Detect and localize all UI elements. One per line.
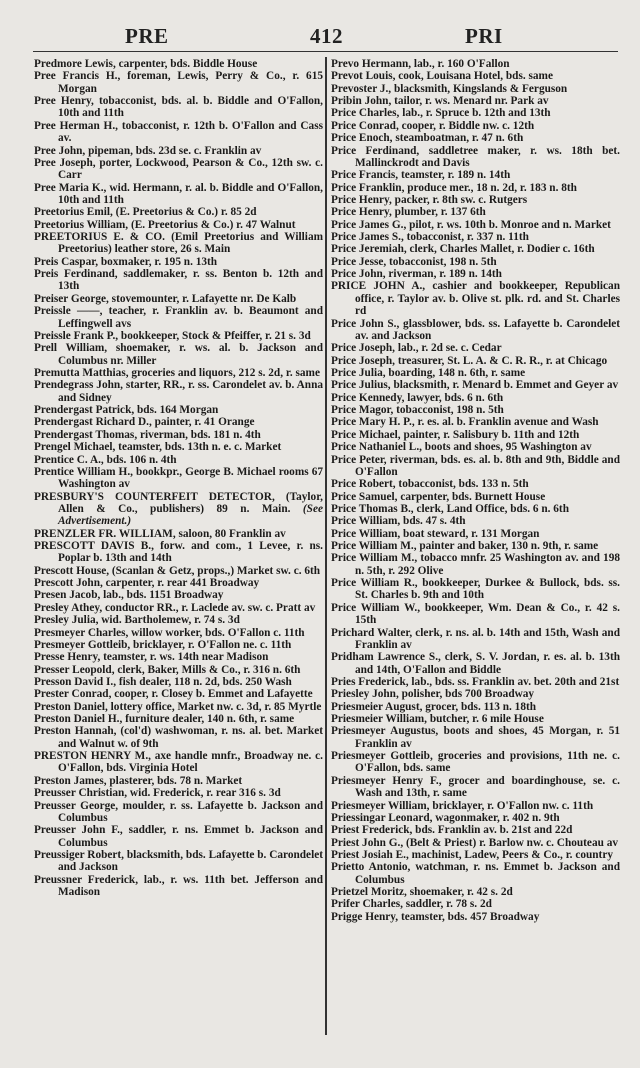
- entry-text: Price Kennedy, lawyer, bds. 6 n. 6th: [331, 391, 504, 404]
- directory-entry: [34, 874, 323, 899]
- directory-entry: [331, 627, 620, 652]
- entry-text: Price Franklin, produce mer., 18 n. 2d, r. 183 n. 8th: [331, 181, 577, 194]
- entry-text: Prescott House, (Scanlan & Getz, props.,) Market sw. c. 6th: [34, 564, 321, 577]
- directory-entry: [331, 688, 620, 700]
- entry-text: Pree Henry, tobacconist, bds. al. b. Biddle and O'Fallon, 10th and 11th: [34, 95, 323, 120]
- directory-entry: [331, 478, 620, 490]
- entry-text: Presser Leopold, clerk, Baker, Mills & Co., r. 316 n. 6th: [34, 663, 301, 676]
- directory-entry: [331, 750, 620, 775]
- directory-entry: [34, 404, 323, 416]
- entry-text: Prichard Walter, clerk, r. ns. al. b. 14th and 15th, Wash and Franklin av: [331, 626, 620, 651]
- entry-text: PRESCOTT DAVIS B., forw. and com., 1 Levee, r. ns. Poplar b. 13th and 14th: [34, 540, 323, 565]
- entry-text: Price William M., painter and baker, 130 n. 9th, r. same: [331, 540, 599, 553]
- directory-entry: [34, 95, 323, 120]
- entry-text: Preetorius Emil, (E. Preetorius & Co.) r. 85 2d: [34, 206, 257, 219]
- directory-entry: [34, 441, 323, 453]
- directory-entry: [331, 243, 620, 255]
- directory-entry: [34, 528, 323, 540]
- entry-text: Priesley John, polisher, bds 700 Broadway: [331, 688, 535, 701]
- directory-entry: [331, 219, 620, 231]
- directory-entry: [34, 70, 323, 95]
- directory-entry: [34, 219, 323, 231]
- directory-entry: [331, 577, 620, 602]
- directory-entry: [331, 169, 620, 181]
- directory-entry: [331, 318, 620, 343]
- entry-text: PRESTON HENRY M., axe handle mnfr., Broadway ne. c. O'Fallon, bds. Virginia Hotel: [34, 750, 323, 775]
- entry-text: Prentice William H., bookkpr., George B. Michael rooms 67 Washington av: [34, 465, 323, 491]
- entry-text: Price Michael, painter, r. Salisbury b. 11th and 12th: [331, 428, 580, 441]
- entry-text: Pribin John, tailor, r. ws. Menard nr. Park av: [331, 95, 549, 108]
- directory-entry: [34, 651, 323, 663]
- directory-entry: [331, 701, 620, 713]
- entry-text: Priest Josiah E., machinist, Ladew, Peers & Co., r. country: [331, 849, 613, 861]
- directory-entry: [34, 491, 323, 528]
- directory-entry: [34, 293, 323, 305]
- entry-text: Prentice C. A., bds. 106 n. 4th: [34, 453, 177, 466]
- directory-entry: [331, 515, 620, 527]
- directory-entry: [331, 713, 620, 725]
- entry-text: Price Conrad, cooper, r. Biddle nw. c. 12th: [331, 119, 535, 132]
- directory-entry: [34, 379, 323, 404]
- entry-text: Price Thomas B., clerk, Land Office, bds. 6 n. 6th: [331, 502, 569, 515]
- entry-text: Preston Daniel H., furniture dealer, 140 n. 6th, r. same: [34, 713, 295, 726]
- entry-text: Priesmeyer Augustus, boots and shoes, 45 Morgan, r. 51 Franklin av: [331, 725, 620, 750]
- directory-entry: [331, 861, 620, 886]
- directory-entry: [331, 342, 620, 354]
- entry-text: Price Nathaniel L., boots and shoes, 95 Washington av: [331, 441, 592, 454]
- right-column: [331, 58, 620, 923]
- directory-entry: [331, 367, 620, 379]
- directory-entry: [331, 602, 620, 627]
- entry-text: Premutta Matthias, groceries and liquors, 212 s. 2d, r. same: [34, 366, 320, 379]
- entry-text: Pridham Lawrence S., clerk, S. V. Jordan, r. es. al. b. 13th and 14th, O'Fallon and Biddle: [331, 651, 620, 676]
- entry-text: Presson David I., fish dealer, 118 n. 2d, bds. 250 Wash: [34, 675, 292, 688]
- entry-text: Prendergast Richard D., painter, r. 41 Orange: [34, 416, 255, 429]
- directory-entry: [34, 58, 323, 70]
- directory-entry: [331, 392, 620, 404]
- directory-entry: [34, 120, 323, 145]
- entry-text: Price James G., pilot, r. ws. 10th b. Monroe and n. Market: [331, 218, 611, 231]
- entry-text: Pries Frederick, lab., bds. ss. Franklin av. bet. 20th and 21st: [331, 675, 620, 688]
- directory-entry: [331, 540, 620, 552]
- directory-entry: [331, 503, 620, 515]
- directory-entry: [34, 182, 323, 207]
- entry-text: PRENZLER FR. WILLIAM, saloon, 80 Franklin av: [34, 527, 286, 540]
- entry-text: Price John, riverman, r. 189 n. 14th: [331, 268, 502, 281]
- directory-entry: [331, 231, 620, 243]
- entry-text: Prietto Antonio, watchman, r. ns. Emmet b. Jackson and Columbus: [331, 861, 620, 886]
- directory-entry: [34, 602, 323, 614]
- directory-entry: [34, 540, 323, 565]
- entry-text: Preston James, plasterer, bds. 78 n. Market: [34, 774, 243, 787]
- entry-text: Presse Henry, teamster, r. ws. 14th near Madison: [34, 651, 269, 664]
- entry-text: Prevoster J., blacksmith, Kingslands & Ferguson: [331, 82, 568, 95]
- entry-text: Price Mary H. P., r. es. al. b. Franklin avenue and Wash: [331, 416, 599, 429]
- header-rule: [33, 51, 618, 52]
- directory-entry: [34, 231, 323, 256]
- directory-entry: [331, 206, 620, 218]
- entry-text: Prendergast Patrick, bds. 164 Morgan: [34, 404, 219, 417]
- entry-text: Prendergast Thomas, riverman, bds. 181 n. 4th: [34, 428, 261, 441]
- directory-entry: [331, 416, 620, 428]
- entry-text: Prigge Henry, teamster, bds. 457 Broadway: [331, 910, 540, 923]
- directory-entry: [331, 651, 620, 676]
- directory-entry: [34, 824, 323, 849]
- directory-entry: [34, 713, 323, 725]
- directory-entry: [34, 268, 323, 293]
- entry-text: Prescott John, carpenter, r. rear 441 Broadway: [34, 577, 260, 590]
- entry-text: PRESBURY'S COUNTERFEIT DETECTOR, (Taylor, Allen & Co., publishers) 89 n. Main.: [34, 490, 323, 515]
- running-head-left: PRE: [125, 24, 169, 48]
- directory-entry: [34, 849, 323, 874]
- directory-entry: [331, 379, 620, 391]
- entry-text: Priest Frederick, bds. Franklin av. b. 21st and 22d: [331, 824, 573, 837]
- entry-text: Price Francis, teamster, r. 189 n. 14th: [331, 169, 511, 182]
- directory-entry: [34, 429, 323, 441]
- entry-text: Prevo Hermann, lab., r. 160 O'Fallon: [331, 58, 510, 70]
- entry-text: Preusser John F., saddler, r. ns. Emmet b. Jackson and Columbus: [34, 824, 323, 849]
- entry-text: Price William R., bookkeeper, Durkee & Bullock, bds. ss. St. Charles b. 9th and 10th: [331, 577, 620, 602]
- entry-text: Preis Ferdinand, saddlemaker, r. ss. Benton b. 12th and 13th: [34, 268, 323, 293]
- directory-entry: [34, 750, 323, 775]
- entry-text: Prifer Charles, saddler, r. 78 s. 2d: [331, 898, 492, 911]
- entry-text: Price Charles, lab., r. Spruce b. 12th and 13th: [331, 107, 551, 120]
- directory-entry: [34, 676, 323, 688]
- directory-entry: [331, 911, 620, 923]
- directory-entry: [331, 849, 620, 861]
- directory-entry: [331, 676, 620, 688]
- entry-text: Price William W., bookkeeper, Wm. Dean & Co., r. 42 s. 15th: [331, 601, 620, 627]
- directory-entry: [331, 95, 620, 107]
- directory-entry: [331, 800, 620, 812]
- entry-text: Price Henry, plumber, r. 137 6th: [331, 206, 486, 219]
- entry-text: Preusser Christian, wid. Frederick, r. rear 316 s. 3d: [34, 787, 281, 800]
- entry-text: Price Ferdinand, saddletree maker, r. ws. 18th bet. Mallinckrodt and Davis: [331, 144, 620, 169]
- entry-text: Priest John G., (Belt & Priest) r. Barlow nw. c. Chouteau av: [331, 836, 618, 849]
- directory-entry: [331, 194, 620, 206]
- entry-text: Preiser George, stovemounter, r. Lafayette nr. De Kalb: [34, 292, 297, 305]
- directory-entry: [331, 83, 620, 95]
- entry-text: Predmore Lewis, carpenter, bds. Biddle House: [34, 58, 258, 70]
- entry-text: Prengel Michael, teamster, bds. 13th n. e. c. Market: [34, 441, 282, 454]
- directory-entry: [331, 429, 620, 441]
- directory-entry: [34, 367, 323, 379]
- directory-entry: [331, 898, 620, 910]
- entry-text: Price William, boat steward, r. 131 Morgan: [331, 527, 540, 540]
- entry-text: Presley Julia, wid. Bartholemew, r. 74 s. 3d: [34, 614, 240, 627]
- entry-text: Price William, bds. 47 s. 4th: [331, 515, 466, 528]
- entry-text: Price Henry, packer, r. 8th sw. c. Rutgers: [331, 193, 528, 206]
- directory-entry: [331, 441, 620, 453]
- entry-text: Presen Jacob, lab., bds. 1151 Broadway: [34, 589, 224, 602]
- directory-entry: [331, 812, 620, 824]
- entry-text: Preussiger Robert, blacksmith, bds. Lafayette b. Carondelet and Jackson: [34, 849, 323, 874]
- entry-text: Presmeyer Gottleib, bricklayer, r. O'Fallon ne. c. 11th: [34, 638, 292, 651]
- entry-text: Price Joseph, treasurer, St. L. A. & C. R. R., r. at Chicago: [331, 354, 608, 367]
- entry-text: Price Samuel, carpenter, bds. Burnett House: [331, 490, 546, 503]
- entry-text: Priesmeyer William, bricklayer, r. O'Fallon nw. c. 11th: [331, 799, 594, 812]
- directory-entry: [34, 256, 323, 268]
- directory-entry: [331, 404, 620, 416]
- directory-entry: [331, 528, 620, 540]
- directory-entry: [34, 565, 323, 577]
- entry-text: Prietzel Moritz, shoemaker, r. 42 s. 2d: [331, 886, 513, 899]
- directory-entry: [34, 701, 323, 713]
- entry-text: Price John S., glassblower, bds. ss. Lafayette b. Carondelet av. and Jackson: [331, 317, 620, 342]
- entry-text: Presley Athey, conductor RR., r. Laclede av. sw. c. Pratt av: [34, 601, 316, 614]
- directory-entry: [331, 491, 620, 503]
- directory-entry: [34, 627, 323, 639]
- entry-text: Pree Joseph, porter, Lockwood, Pearson & Co., 12th sw. c. Carr: [34, 156, 323, 182]
- entry-text: Pree Maria K., wid. Hermann, r. al. b. Biddle and O'Fallon, 10th and 11th: [34, 181, 323, 206]
- directory-entry: [331, 120, 620, 132]
- entry-text: Priesmeyer Henry F., grocer and boardinghouse, se. c. Wash and 13th, r. same: [331, 774, 620, 800]
- directory-entry: [34, 688, 323, 700]
- entry-text: Priesmeyer Gottleib, groceries and provisions, 11th ne. c. O'Fallon, bds. same: [331, 750, 620, 775]
- directory-entry: [331, 256, 620, 268]
- entry-text: Prevot Louis, cook, Louisana Hotel, bds. same: [331, 70, 553, 83]
- entry-text: Preissle Frank P., bookkeeper, Stock & Pfeiffer, r. 21 s. 3d: [34, 329, 311, 342]
- entry-text: Price William M., tobacco mnfr. 25 Washington av. and 198 n. 5th, r. 292 Olive: [331, 552, 620, 577]
- entry-text: Preissle ——, teacher, r. Franklin av. b. Beaumont and Leffingwell avs: [34, 305, 323, 330]
- entry-text: Price Julia, boarding, 148 n. 6th, r. same: [331, 366, 526, 379]
- directory-entry: [331, 824, 620, 836]
- directory-entry: [331, 132, 620, 144]
- entry-text: Price Enoch, steamboatman, r. 47 n. 6th: [331, 132, 524, 145]
- directory-entry: [34, 305, 323, 330]
- directory-entry: [34, 157, 323, 182]
- directory-entry: [331, 775, 620, 800]
- directory-entry: [34, 206, 323, 218]
- directory-entry: [34, 775, 323, 787]
- directory-entry: [34, 416, 323, 428]
- directory-entry: [331, 58, 620, 70]
- directory-entry: [331, 837, 620, 849]
- directory-entry: [331, 107, 620, 119]
- directory-entry: [34, 639, 323, 651]
- entry-text: Preston Daniel, lottery office, Market nw. c. 3d, r. 85 Myrtle: [34, 700, 322, 713]
- entry-text: Presmeyer Charles, willow worker, bds. O'Fallon c. 11th: [34, 626, 305, 639]
- running-head-right: PRI: [465, 24, 503, 48]
- directory-entry: [331, 268, 620, 280]
- entry-text: Price Robert, tobacconist, bds. 133 n. 5th: [331, 478, 529, 491]
- directory-entry: [331, 145, 620, 170]
- directory-entry: [331, 886, 620, 898]
- directory-entry: [331, 725, 620, 750]
- directory-entry: [331, 70, 620, 82]
- directory-entry: [331, 182, 620, 194]
- directory-entry: [34, 342, 323, 367]
- entry-text: Preston Hannah, (col'd) washwoman, r. ns. al. bet. Market and Walnut w. of 9th: [34, 725, 323, 750]
- entry-text: Price Joseph, lab., r. 2d se. c. Cedar: [331, 342, 502, 355]
- directory-entry: [34, 145, 323, 157]
- entry-text: Price Jesse, tobacconist, 198 n. 5th: [331, 255, 497, 268]
- directory-entry: [331, 355, 620, 367]
- directory-entry: [34, 664, 323, 676]
- column-divider: [325, 57, 327, 1035]
- directory-entry: [34, 454, 323, 466]
- directory-entry: [34, 577, 323, 589]
- entry-text: Preussner Frederick, lab., r. ws. 11th bet. Jefferson and Madison: [34, 873, 323, 899]
- entry-text: Preusser George, moulder, r. ss. Lafayette b. Jackson and Columbus: [34, 799, 323, 824]
- directory-entry: [34, 466, 323, 491]
- entry-text: Priesmeier August, grocer, bds. 113 n. 18th: [331, 700, 537, 713]
- entry-text: Price Julius, blacksmith, r. Menard b. Emmet and Geyer av: [331, 379, 619, 392]
- directory-entry: [34, 614, 323, 626]
- entry-text: Prendegrass John, starter, RR., r. ss. Carondelet av. b. Anna and Sidney: [34, 379, 323, 404]
- entry-text: Pree Francis H., foreman, Lewis, Perry & Co., r. 615 Morgan: [34, 70, 323, 95]
- directory-entry: [331, 454, 620, 479]
- directory-entry: [331, 280, 620, 317]
- entry-text: Pree Herman H., tobacconist, r. 12th b. O'Fallon and Cass av.: [34, 119, 323, 145]
- entry-text: Preetorius William, (E. Preetorius & Co.) r. 47 Walnut: [34, 218, 296, 231]
- left-column: [34, 58, 323, 898]
- entry-text: Priesmeier William, butcher, r. 6 mile House: [331, 713, 544, 726]
- entry-text: Priessingar Leonard, wagonmaker, r. 402 n. 9th: [331, 811, 560, 824]
- entry-note: (See Advertisement.): [58, 502, 323, 528]
- directory-entry: [34, 330, 323, 342]
- entry-text: PRICE JOHN A., cashier and bookkeeper, Republican office, r. Taylor av. b. Olive st. plk. rd. and St. Charles rd: [331, 280, 620, 318]
- entry-text: Prester Conrad, cooper, r. Closey b. Emmet and Lafayette: [34, 688, 313, 701]
- directory-entry: [34, 800, 323, 825]
- entry-text: Preis Caspar, boxmaker, r. 195 n. 13th: [34, 255, 218, 268]
- entry-text: PREETORIUS E. & CO. (Emil Preetorius and William Preetorius) leather store, 26 s. Main: [34, 231, 323, 256]
- entry-text: Price Magor, tobacconist, 198 n. 5th: [331, 404, 504, 417]
- directory-entry: [34, 725, 323, 750]
- entry-text: Pree John, pipeman, bds. 23d se. c. Franklin av: [34, 144, 262, 157]
- directory-entry: [34, 787, 323, 799]
- page-number: 412: [310, 24, 343, 48]
- entry-text: Prell William, shoemaker, r. ws. al. b. Jackson and Columbus nr. Miller: [34, 342, 323, 367]
- entry-text: Price Jeremiah, clerk, Charles Mallet, r. Dodier c. 16th: [331, 243, 595, 256]
- directory-entry: [331, 552, 620, 577]
- entry-text: Price Peter, riverman, bds. es. al. b. 8th and 9th, Biddle and O'Fallon: [331, 453, 620, 478]
- entry-text: Price James S., tobacconist, r. 337 n. 11th: [331, 231, 529, 244]
- directory-entry: [34, 589, 323, 601]
